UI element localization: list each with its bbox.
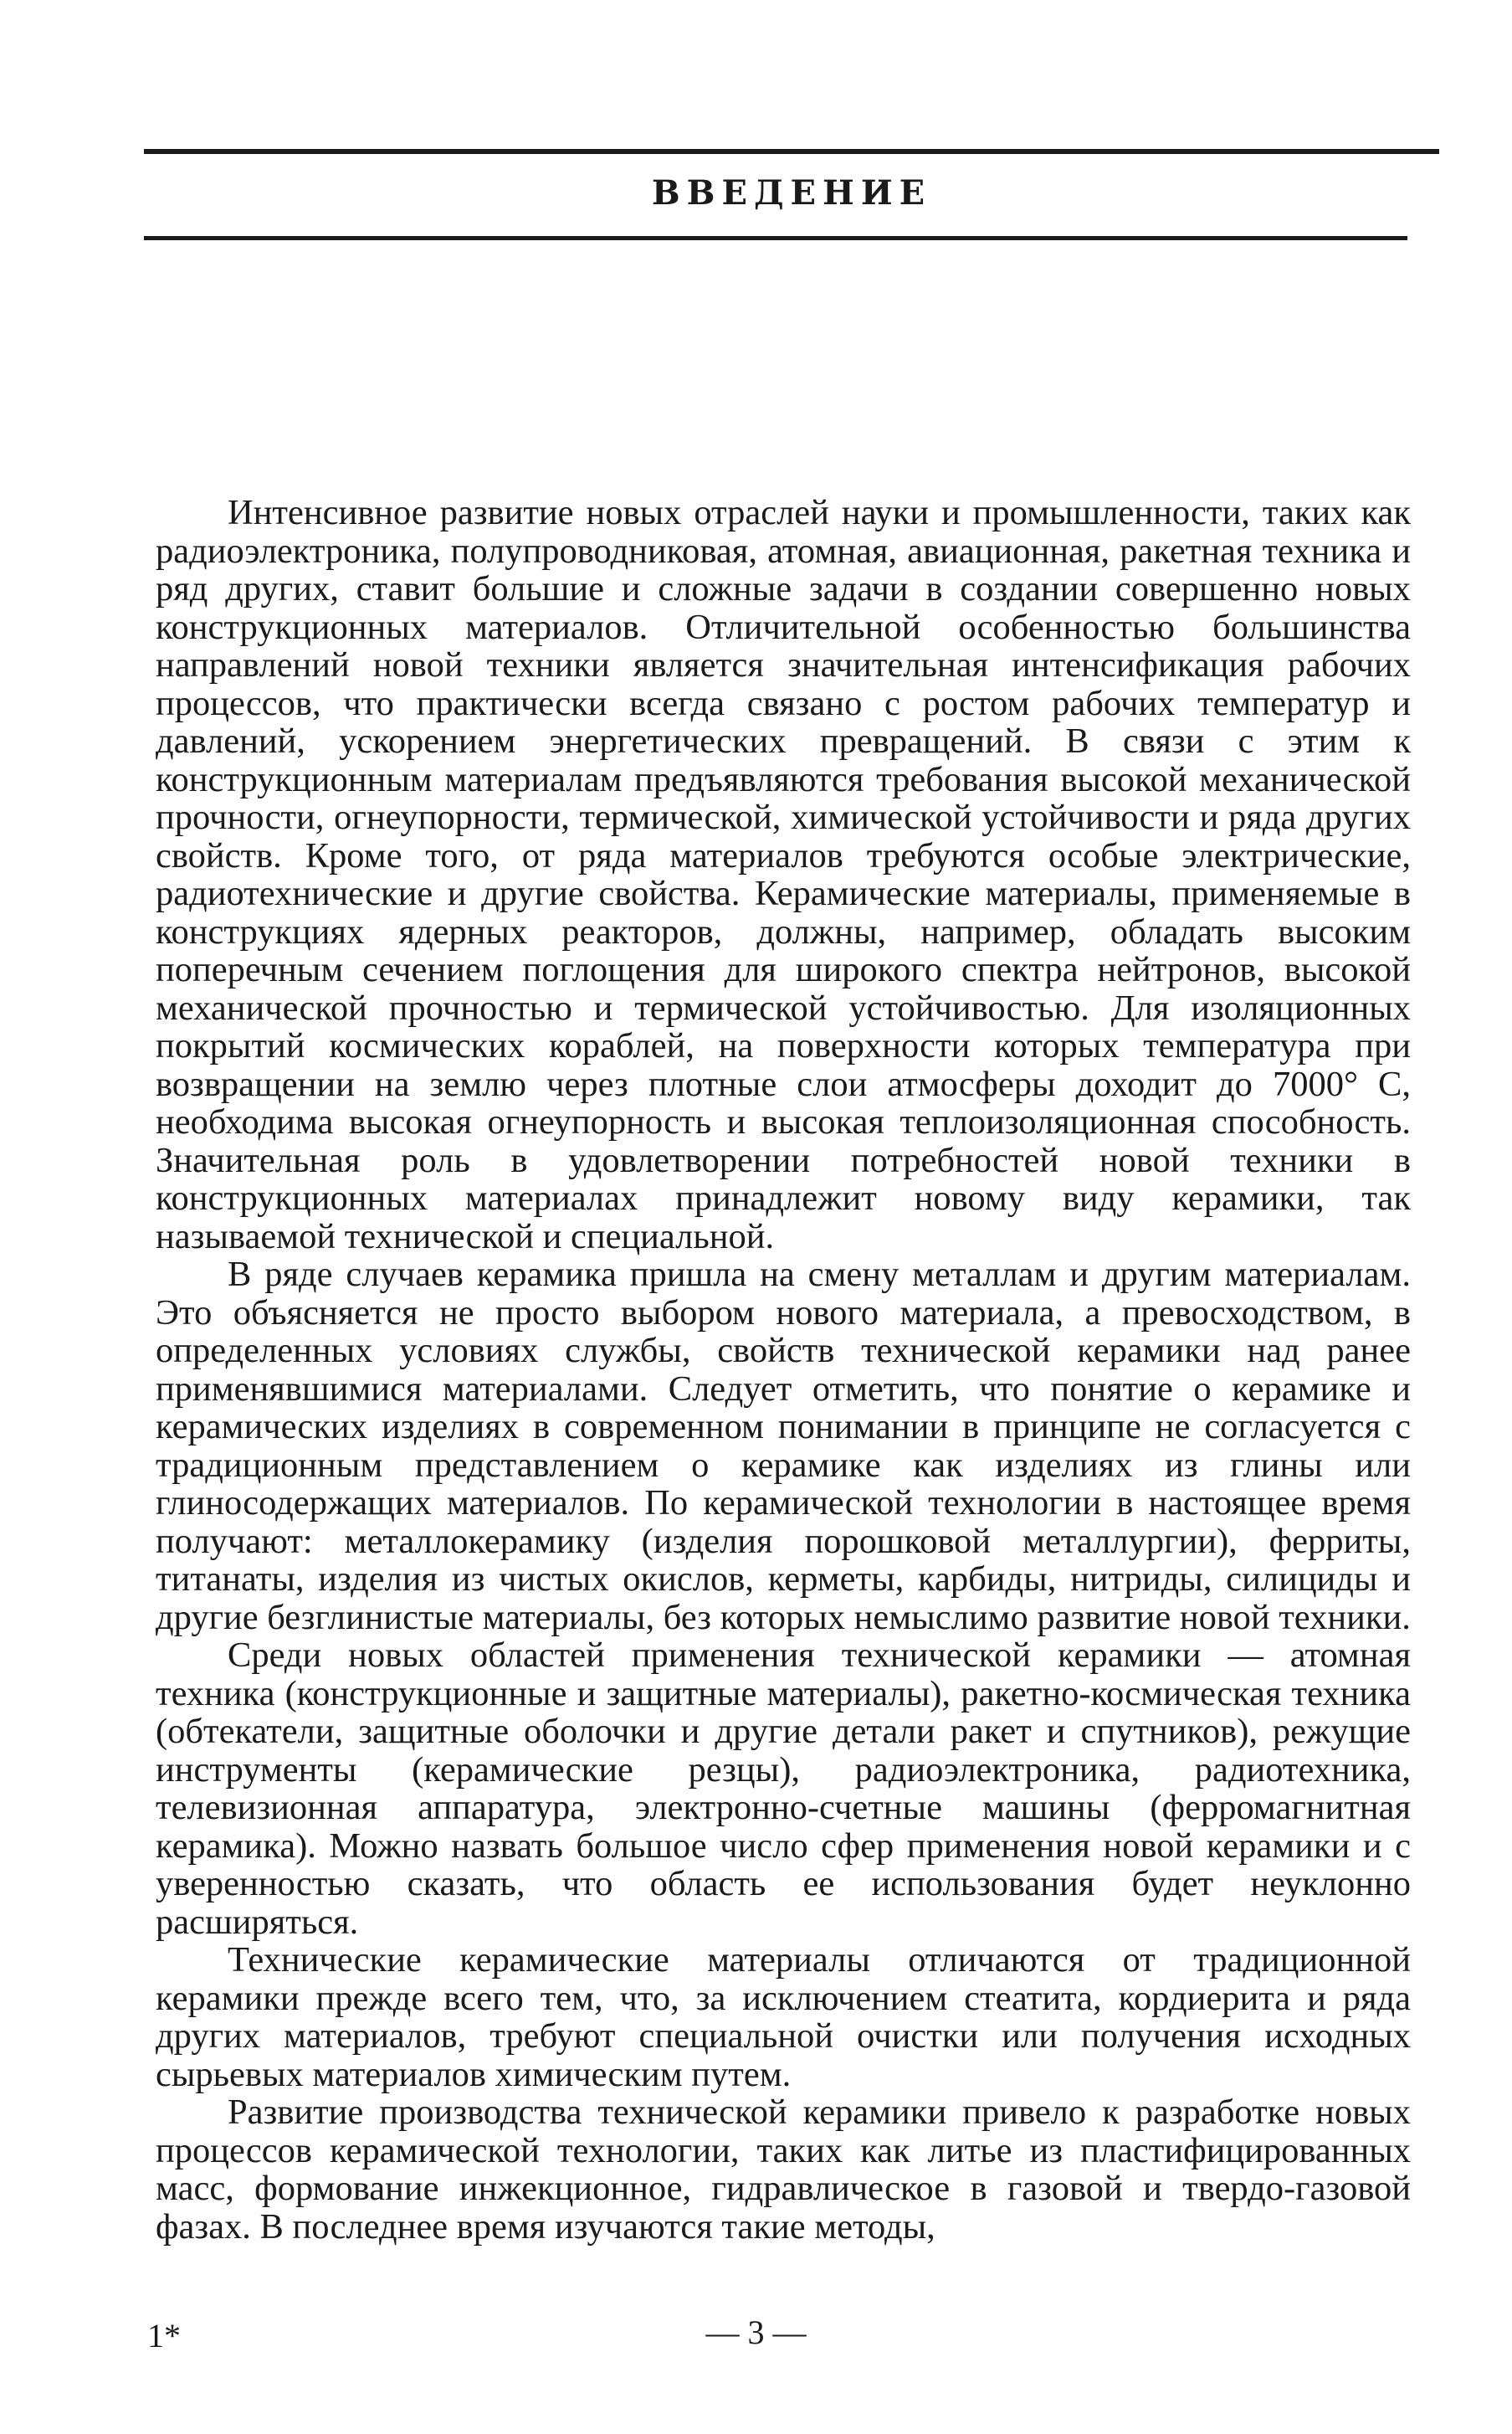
signature-mark: 1*: [147, 2317, 181, 2354]
body-text: [156, 494, 1411, 2246]
paragraph: Интенсивное развитие новых отраслей науки и промышленности, таких как радиоэлектроника, полупроводниковая, атомная, авиационная, ракетная техника и ряд других, ставит большие и сложные задачи в создании совершенно новых конструкционных материалов. Отличительной особенностью большинства направлений новой техники является значительная интенсификация рабочих процессов, что практически всегда связано с ростом рабочих температур и давлений, ускорением энергетических превращений. В связи с этим к конструкционным материалам предъявляются требования высокой механической прочности, огнеупорности, термической, химической устойчивости и ряда других свойств. Кроме того, от ряда материалов требуются особые электрические, радиотехнические и другие свойства. Керамические материалы, применяемые в конструкциях ядерных реакторов, должны, например, обладать высоким поперечным сечением поглощения для широкого спектра нейтронов, высокой механической прочностью и термической устойчивостью. Для изоляционных покрытий космических кораблей, на поверхности которых температура при возвращении на землю через плотные слои атмосферы доходит до 7000° С, необходима высокая огнеупорность и высокая теплоизоляционная способность. Значительная роль в удовлетворении потребностей новой техники в конструкционных материалах принадлежит новому виду керамики, так называемой технической и специальной.: [156, 493, 1411, 1256]
paragraph: Технические керамические материалы отличаются от традиционной керамики прежде всего тем, что, за исключением стеатита, кордиерита и ряда других материалов, требуют специальной очистки или получения исходных сырьевых материалов химическим путем.: [156, 1940, 1411, 2094]
page-number: — 3 —: [705, 2313, 807, 2351]
chapter-title: ВВЕДЕНИЕ: [651, 173, 932, 213]
header-rule-top: [144, 149, 1439, 154]
paragraph: В ряде случаев керамика пришла на смену металлам и другим материалам. Это объясняется не просто выбором нового материала, а превосходством, в определенных условиях службы, свойств технической керамики над ранее применявшимися материалами. Следует отметить, что понятие о керамике и керамических изделиях в современном понимании в принципе не согласуется с традиционным представлением о керамике как изделиях из глины или глиносодержащих материалов. По керамической технологии в настоящее время получают: металлокерамику (изделия порошковой металлургии), ферриты, титанаты, изделия из чистых окислов, керметы, карбиды, нитриды, силициды и другие безглинистые материалы, без которых немыслимо развитие новой техники.: [156, 1255, 1411, 1637]
paragraph: Развитие производства технической керамики привело к разработке новых процессов керамической технологии, таких как литье из пластифицированных масс, формование инжекционное, гидравлическое в газовой и твердо-газовой фазах. В последнее время изучаются такие методы,: [156, 2093, 1411, 2247]
header-rule-bottom: [144, 236, 1407, 240]
paragraph: Среди новых областей применения технической керамики — атомная техника (конструкционные и защитные материалы), ракетно-космическая техника (обтекатели, защитные оболочки и другие детали ракет и спутников), режущие инструменты (керамические резцы), радиоэлектроника, радиотехника, телевизионная аппаратура, электронно-счетные машины (ферромагнитная керамика). Можно назвать большое число сфер применения новой керамики и с уверенностью сказать, что область ее использования будет неуклонно расширяться.: [156, 1636, 1411, 1942]
